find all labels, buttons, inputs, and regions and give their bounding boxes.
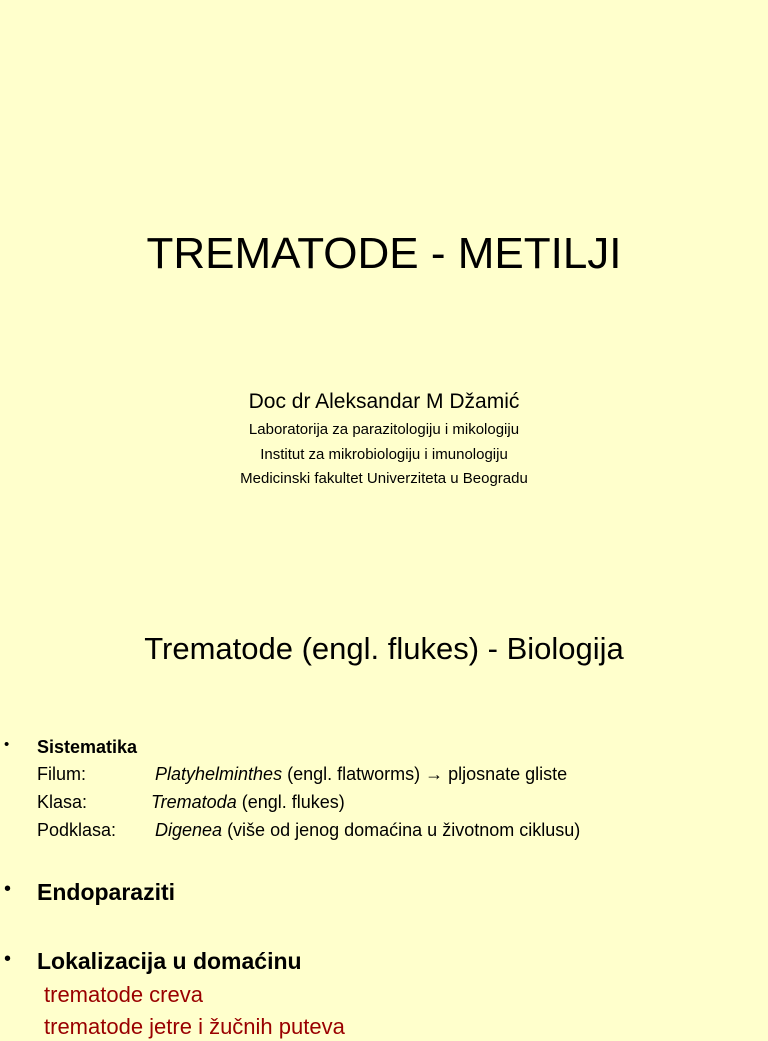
taxon-name: Digenea [155,820,223,840]
taxonomy-value [155,762,567,786]
taxon-note: (engl. flatworms) → pljosnate gliste [282,764,568,784]
bullet-icon: • [4,948,12,970]
taxon-note: (više od jenog domaćina u životnom ciklusu) [222,820,581,840]
taxonomy-label: Podklasa: [37,820,117,840]
localization-item: trematode creva [44,982,203,1007]
bullet-heading-lokalizacija: Lokalizacija u domaćinu [37,948,302,974]
taxon-name: Trematoda [151,792,237,812]
taxonomy-label: Filum: [37,764,86,784]
bullet-heading-sistematika: Sistematika [37,737,138,757]
affiliation-line: Institut za mikrobiologiju i imunologiju [260,446,508,463]
affiliation-line: Medicinski fakultet Univerziteta u Beogradu [240,470,528,487]
taxonomy-label: Klasa: [37,792,88,812]
author-name: Doc dr Aleksandar M Džamić [248,390,520,413]
localization-item: trematode jetre i žučnih puteva [44,1014,345,1039]
slide-title: TREMATODE - METILJI [146,229,622,278]
taxon-name: Platyhelminthes [155,764,283,784]
affiliation-line: Laboratorija za parazitologiju i mikologiju [248,421,520,438]
taxonomy-value [151,790,345,814]
taxon-note: (engl. flukes) [236,792,345,812]
bullet-heading-endoparaziti: Endoparaziti [37,879,176,905]
bullet-icon: • [4,878,12,900]
section-title: Trematode (engl. flukes) - Biologija [144,631,624,666]
bullet-icon: • [4,736,10,753]
taxonomy-value [155,818,580,842]
